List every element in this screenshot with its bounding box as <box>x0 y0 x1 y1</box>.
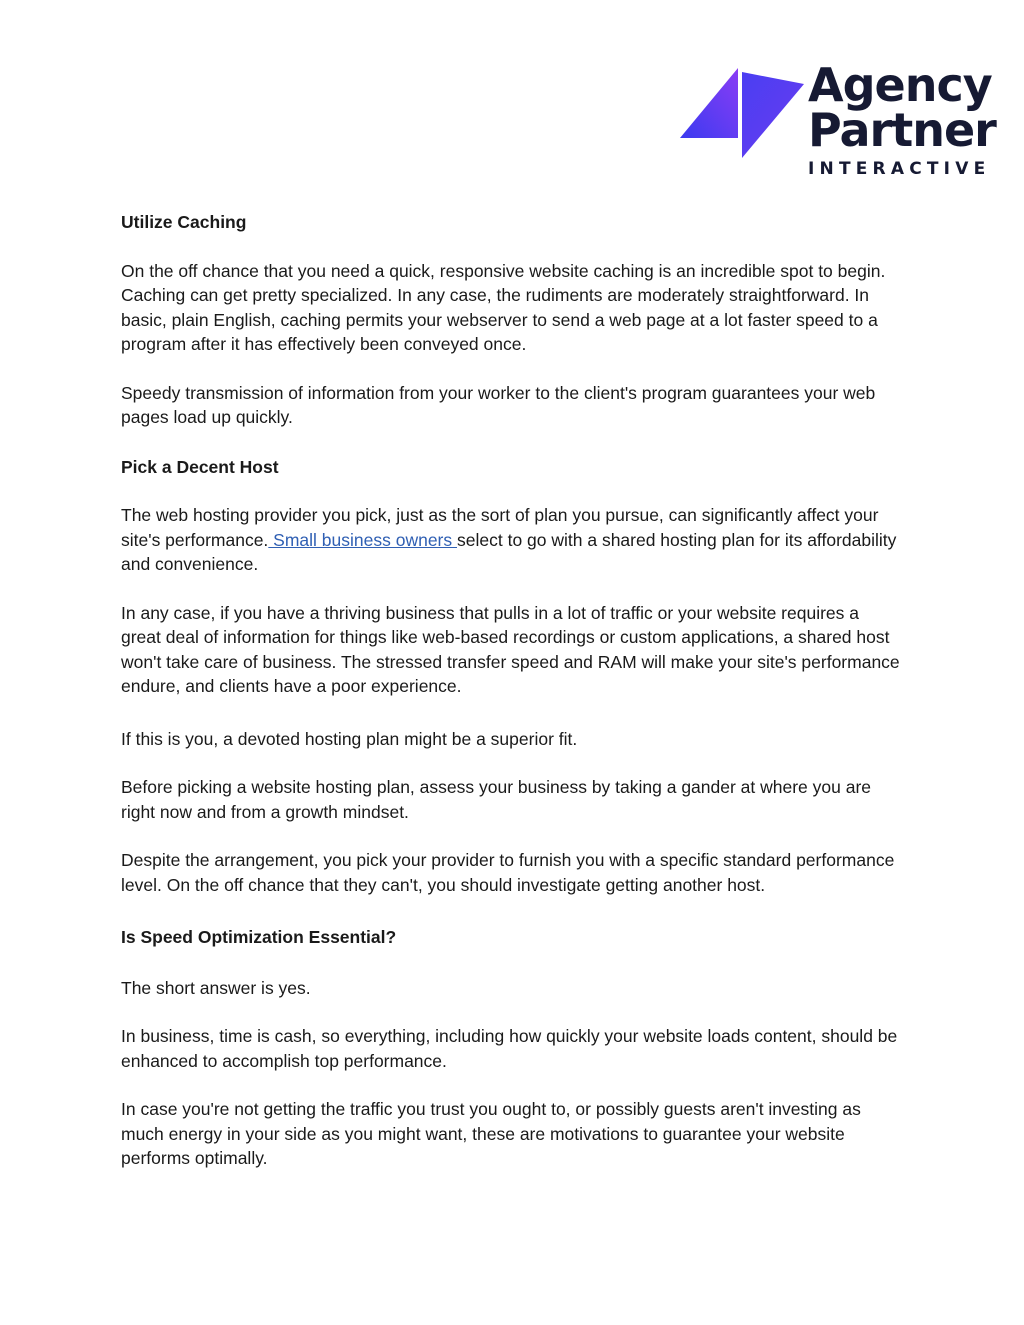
paragraph-assess-business: Before picking a website hosting plan, assess your business by taking a gander at where you are right now and from a growth mindset. <box>121 777 872 822</box>
document-body <box>121 210 901 1171</box>
heading-speed-optimization: Is Speed Optimization Essential? <box>121 927 397 947</box>
paragraph-thriving-business: In any case, if you have a thriving business that pulls in a lot of traffic or your website requires a great deal of information for things like web-based recordings or custom applications, a shared host won't take care of business. The stressed transfer speed and RAM will make your site's performance endure, and clients have a poor experience. <box>121 602 900 696</box>
heading-utilize-caching: Utilize Caching <box>121 212 247 232</box>
paragraph-caching-intro: On the off chance that you need a quick, responsive website caching is an incredible spot to begin. Caching can get pretty specialized. In any case, the rudiments are moderately straightforward. In basic, plain English, caching permits your webserver to send a web page at a lot faster speed to a program after it has effectively been conveyed once. <box>121 260 886 354</box>
heading-pick-decent-host: Pick a Decent Host <box>121 456 279 477</box>
logo-word-agency: Agency <box>808 58 992 112</box>
paragraph-hosting-text-after: select to go with a shared hosting plan for its affordability and convenience. <box>121 529 897 574</box>
paragraph-short-answer: The short answer is yes. <box>121 977 311 998</box>
small-business-owners-link[interactable]: Small business owners <box>268 529 457 550</box>
logo-word-interactive: INTERACTIVE <box>808 159 991 179</box>
agency-partner-logo <box>678 58 1000 182</box>
paragraph-hosting-text-before: The web hosting provider you pick, just as the sort of plan you pursue, can significantly affect your site's performance. <box>121 505 879 550</box>
paragraph-speedy-transmission: Speedy transmission of information from your worker to the client's program guarantees your web pages load up quickly. <box>121 382 876 427</box>
logo-word-partner: Partner <box>808 103 996 157</box>
paragraph-devoted-hosting: If this is you, a devoted hosting plan might be a superior fit. <box>121 728 578 749</box>
paragraph-time-is-cash: In business, time is cash, so everything, including how quickly your website loads content, should be enhanced to accomplish top performance. <box>121 1026 898 1071</box>
paragraph-traffic-motivations: In case you're not getting the traffic you trust you ought to, or possibly guests aren't investing as much energy in your side as you might want, these are motivations to guarantee your website performs optimally. <box>121 1099 861 1168</box>
logo-triangles-icon <box>678 66 808 166</box>
paragraph-hosting-provider <box>121 503 901 577</box>
paragraph-provider-standard: Despite the arrangement, you pick your provider to furnish you with a specific standard performance level. On the off chance that they can't, you should investigate getting another host. <box>121 850 895 895</box>
